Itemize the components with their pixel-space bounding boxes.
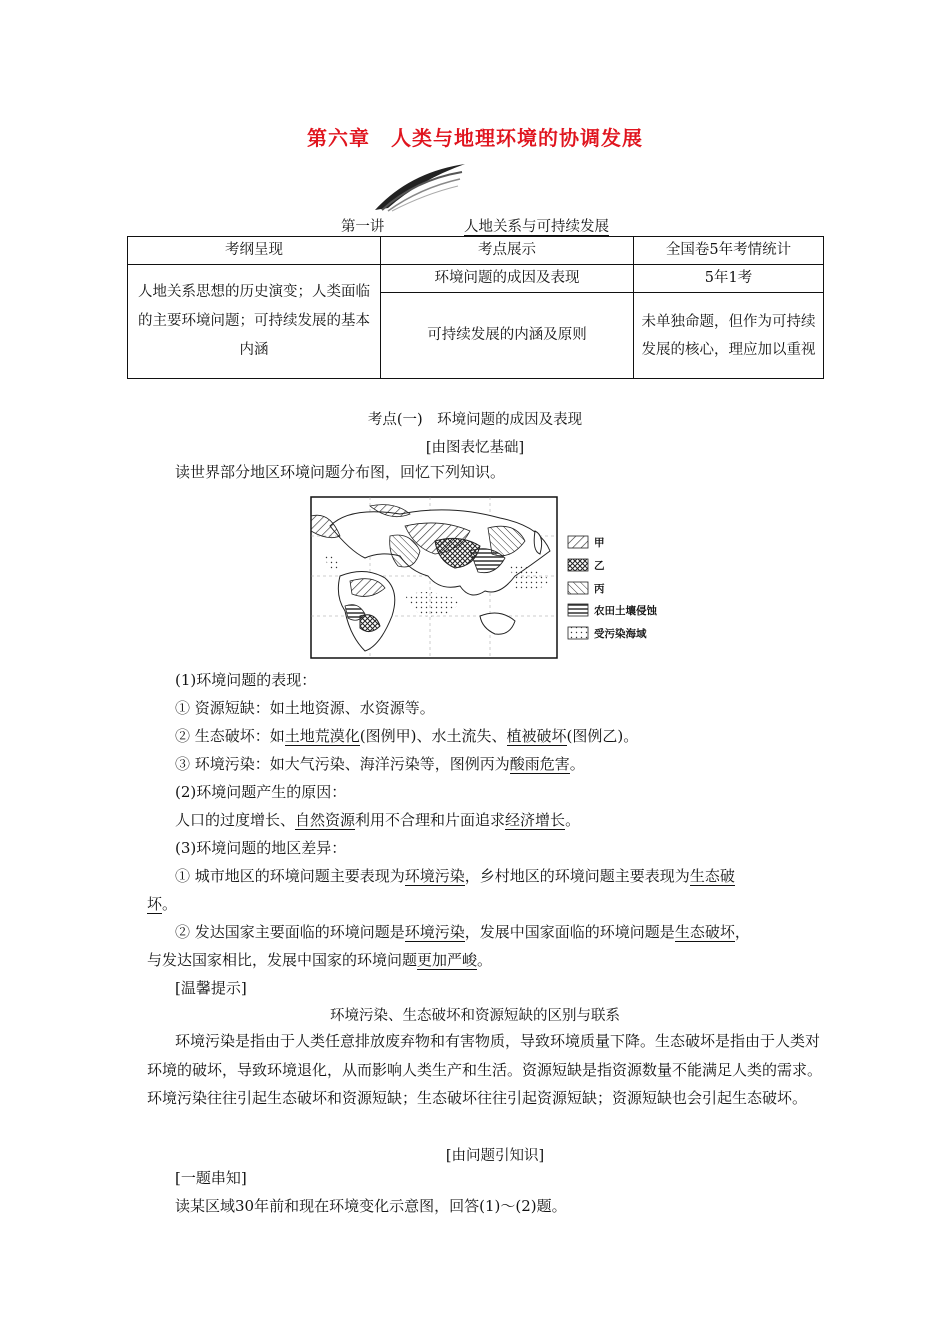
section-number: 第一讲 — [340, 219, 385, 235]
intro-text: 读世界部分地区环境问题分布图，回忆下列知识。 — [175, 463, 506, 481]
syllabus-cell: 人地关系思想的历史演变；人类面临的主要环境问题；可持续发展的基本内涵 — [128, 265, 381, 379]
header-stats: 全国卷5年考情统计 — [634, 237, 824, 265]
q1-line2: ② 生态破坏：如土地荒漠化(图例甲)、水土流失、植被破坏(图例乙)。 — [175, 727, 639, 745]
q3-line3: 与发达国家相比，发展中国家的环境问题更加严峻。 — [147, 951, 493, 969]
legend-jia: 甲 — [594, 537, 605, 549]
final-question-intro: 读某区域30年前和现在环境变化示意图，回答(1)～(2)题。 — [175, 1197, 567, 1215]
q3-title: (3)环境问题的地区差异： — [175, 839, 347, 857]
q1-line1: ① 资源短缺：如土地资源、水资源等。 — [175, 699, 435, 717]
subheading-memory: [由图表忆基础] — [425, 440, 525, 456]
legend-soil-erosion: 农田土壤侵蚀 — [594, 605, 657, 617]
header-points: 考点展示 — [381, 237, 634, 265]
chapter-title: 第六章 人类与地理环境的协调发展 — [307, 126, 643, 150]
q3-line1: ① 城市地区的环境问题主要表现为环境污染，乡村地区的环境问题主要表现为生态破 — [175, 867, 735, 885]
tip-title: 环境污染、生态破坏和资源短缺的区别与联系 — [330, 1008, 620, 1024]
kaodian-title: 考点(一) 环境问题的成因及表现 — [367, 412, 583, 428]
legend-yi: 乙 — [594, 560, 605, 572]
legend-bing: 丙 — [594, 583, 605, 595]
stat-cell-2: 未单独命题，但作为可持续发展的核心，理应加以重视 — [634, 293, 824, 379]
legend-polluted-sea: 受污染海域 — [594, 628, 647, 640]
stat-cell-1: 5年1考 — [634, 265, 824, 293]
q3-line2: ② 发达国家主要面临的环境问题是环境污染，发展中国家面临的环境问题是生态破坏， — [175, 923, 750, 941]
point-cell-2: 可持续发展的内涵及原则 — [381, 293, 634, 379]
tip-label: [温馨提示] — [175, 979, 247, 997]
q1-title: (1)环境问题的表现： — [175, 671, 317, 689]
point-cell-1: 环境问题的成因及表现 — [381, 265, 634, 293]
environment-problem-map — [310, 496, 657, 660]
q2-line: 人口的过度增长、自然资源利用不合理和片面追求经济增长。 — [175, 811, 581, 829]
subheading-one-question: [一题串知] — [175, 1169, 247, 1187]
q2-title: (2)环境问题产生的原因： — [175, 783, 347, 801]
subheading-questions: [由问题引知识] — [445, 1148, 545, 1164]
tip-text: 环境污染是指由于人类任意排放废弃物和有害物质，导致环境质量下降。生态破坏是指由于人类对环境的破坏，导致环境退化，从而影响人类生产和生活。资源短缺是指资源数量不能满足人类的需求。环境污染往往引起生态破坏和资源短缺；生态破坏往往引起资源短缺；资源短缺也会引起生态破坏。 — [147, 1032, 823, 1107]
section-heading — [0, 215, 950, 236]
q3-line1-cont: 坏。 — [147, 895, 178, 913]
brush-stroke-decoration — [370, 162, 470, 212]
exam-overview-table — [127, 236, 824, 379]
section-title: 人地关系与可持续发展 — [464, 219, 610, 235]
q1-line3: ③ 环境污染：如大气污染、海洋污染等，图例丙为酸雨危害。 — [175, 755, 585, 773]
header-syllabus: 考纲呈现 — [128, 237, 381, 265]
